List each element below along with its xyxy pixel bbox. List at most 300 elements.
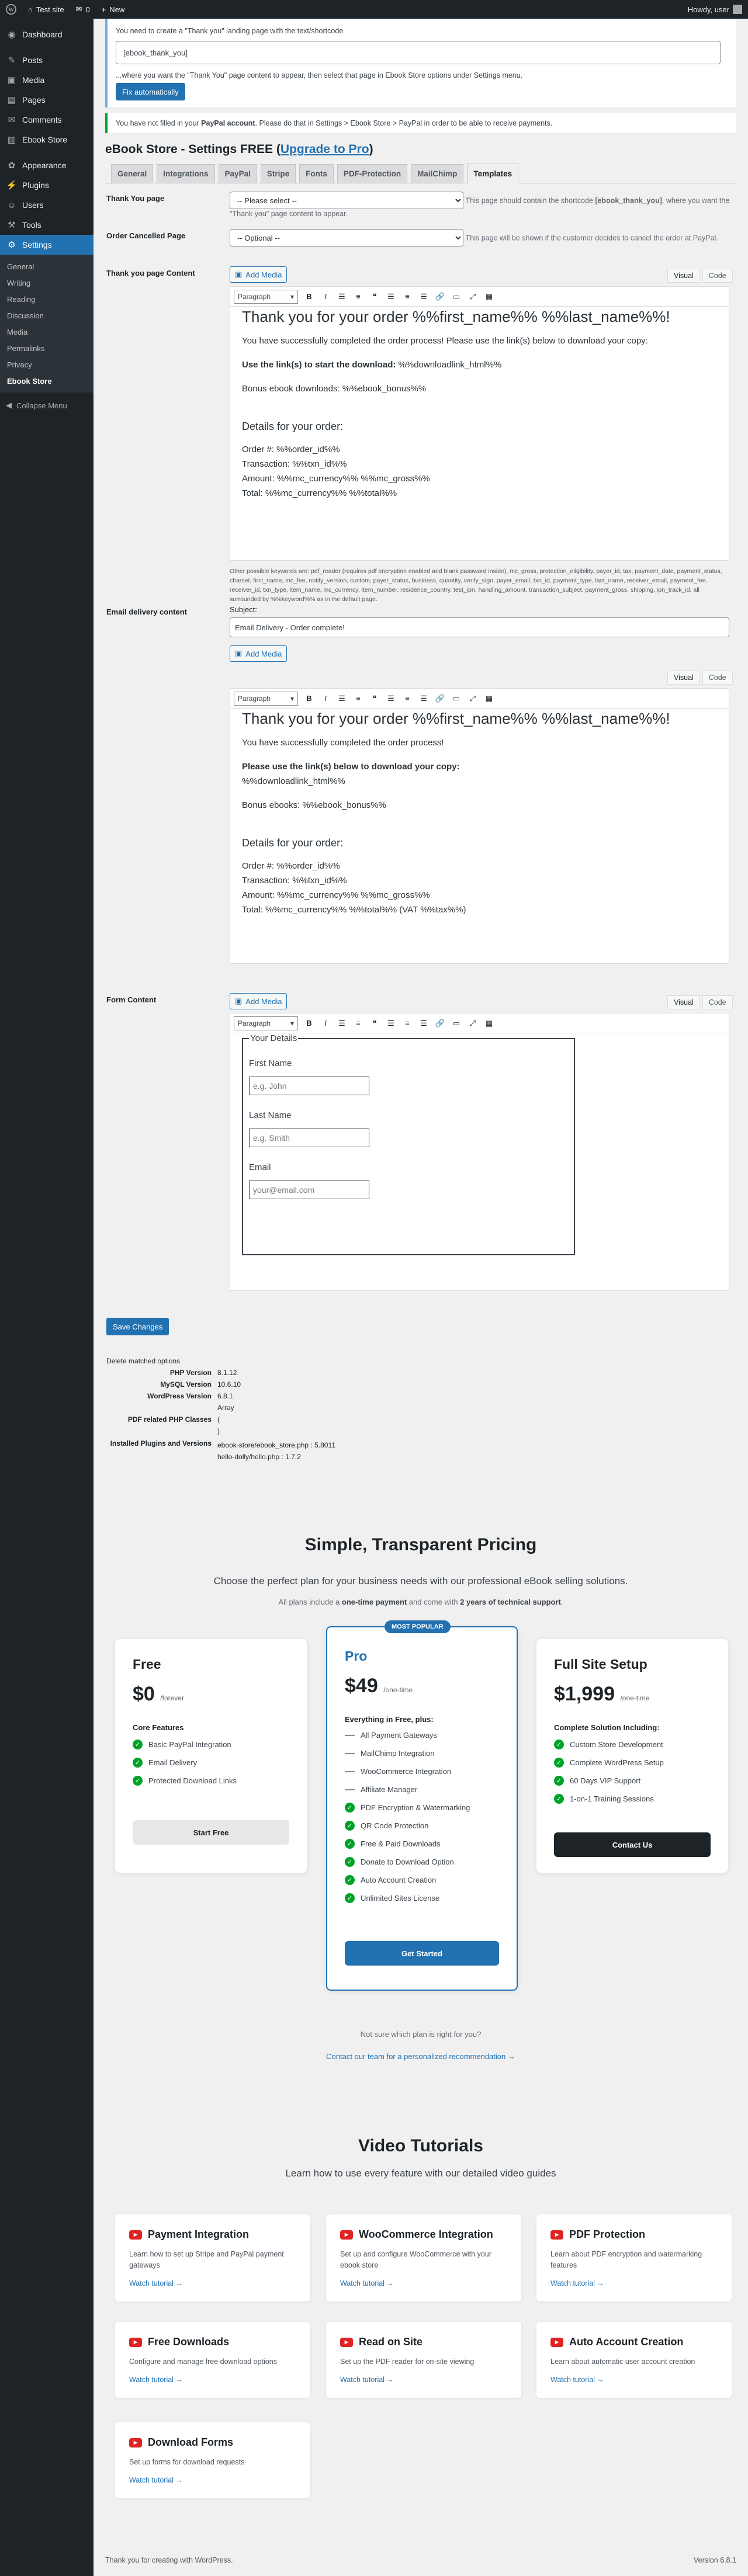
youtube-icon: ▶ bbox=[550, 2338, 563, 2347]
bold-icon[interactable]: B bbox=[306, 292, 312, 301]
order-detail-line: Order #: %%order_id%% bbox=[242, 445, 340, 454]
feature-label: Affiliate Manager bbox=[361, 1785, 418, 1794]
editor-toolbar bbox=[230, 287, 729, 307]
media-icon: ▣ bbox=[235, 649, 243, 658]
form-field-label: Email bbox=[249, 1162, 271, 1172]
order-detail-line: Amount: %%mc_currency%% %%mc_gross%% bbox=[242, 474, 430, 484]
align-right-icon[interactable]: ☰ bbox=[420, 693, 427, 703]
comment-count: 0 bbox=[85, 5, 90, 14]
videos-title: Video Tutorials bbox=[358, 2136, 483, 2155]
align-left-icon[interactable]: ☰ bbox=[387, 1018, 394, 1027]
feature-label: Free & Paid Downloads bbox=[361, 1839, 441, 1848]
submenu-item-general[interactable]: General bbox=[7, 262, 34, 271]
sidebar-item-label: Posts bbox=[22, 55, 43, 65]
keywords-info: Other possible keywords are: pdf_reader (requires pdf encryption enabled and blank password inside), mc_gross, protection_eligibility, payer_id, tax, payment_date, payment_status, charset, first_name, mc_fee, notify_version, custom, payer_status, business, quantity, verify_sign, payer_email, txn_id, payment_type, last_name, receiver_email, payment_fee, receiver_id, txn_type, item_name, mc_currency, item_number, residence_country, test_ipn, handling_amount, transaction_subject, payment_gross, shipping, ipn_track_id, all surrounded by %%keyword%% as in the default page. bbox=[230, 568, 722, 603]
align-left-icon[interactable]: ☰ bbox=[387, 291, 394, 301]
wordpress-logo-icon[interactable] bbox=[0, 0, 22, 19]
feature-label: Basic PayPal Integration bbox=[148, 1740, 231, 1749]
email-content-label: Email delivery content bbox=[106, 607, 187, 616]
form-content-editor[interactable] bbox=[230, 1013, 729, 1291]
italic-icon[interactable]: I bbox=[324, 1019, 327, 1027]
pdf-classes-label: PDF related PHP Classes bbox=[127, 1415, 212, 1424]
video-title: ▶ Download Forms bbox=[129, 2436, 296, 2449]
order-cancelled-select[interactable] bbox=[230, 229, 463, 247]
media-icon: ▣ bbox=[235, 997, 243, 1005]
check-icon: ✓ bbox=[133, 1776, 143, 1786]
link-icon[interactable]: 🔗 bbox=[435, 693, 445, 703]
thankyou-content-label: Thank you page Content bbox=[106, 269, 195, 277]
contact-team-link[interactable]: Contact our team for a personalized recommendation → bbox=[326, 2052, 515, 2061]
feature-item bbox=[345, 1780, 499, 1799]
fix-automatically-button[interactable]: Fix automatically bbox=[116, 83, 185, 100]
plugins-label: Installed Plugins and Versions bbox=[110, 1439, 212, 1447]
editor-mode-tabs bbox=[667, 269, 733, 283]
submenu-item-discussion[interactable]: Discussion bbox=[7, 311, 44, 320]
tab-fonts[interactable]: Fonts bbox=[299, 164, 334, 183]
plan-card-pro bbox=[326, 1623, 518, 1991]
footer-thanks: Thank you for creating with WordPress. bbox=[105, 2556, 233, 2564]
italic-icon[interactable]: I bbox=[324, 292, 327, 301]
check-icon: ✓ bbox=[345, 1821, 355, 1831]
youtube-icon: ▶ bbox=[340, 2338, 353, 2347]
details-fieldset bbox=[242, 1033, 575, 1255]
admin-bar bbox=[0, 0, 748, 19]
feature-item bbox=[345, 1744, 499, 1762]
submenu-item-ebook-store[interactable]: Ebook Store bbox=[7, 376, 52, 386]
form-field-input[interactable] bbox=[249, 1129, 369, 1147]
video-description: Learn about PDF encryption and watermarking features bbox=[550, 2250, 702, 2269]
video-title: ▶ Payment Integration bbox=[129, 2228, 296, 2241]
editor-toolbar bbox=[230, 1013, 729, 1033]
collapse-label: Collapse Menu bbox=[16, 401, 67, 410]
editor-paragraph: Use the link(s) to start the download: %%downloadlink_html%% bbox=[242, 360, 502, 370]
order-cancelled-desc: This page will be shown if the customer decides to cancel the order at PayPal. bbox=[465, 234, 718, 242]
format-select[interactable]: Paragraph ▾ bbox=[234, 1016, 298, 1030]
feature-label: Custom Store Development bbox=[570, 1740, 663, 1749]
video-card bbox=[115, 2422, 310, 2498]
align-center-icon[interactable]: ≡ bbox=[405, 1019, 410, 1027]
settings-icon: ⚙ bbox=[8, 240, 16, 250]
thankyou-page-desc: This page should contain the shortcode [ebook_thank_you], where you want the "Thank you" page content to appear. bbox=[230, 196, 730, 218]
add-media-button[interactable]: ▣ Add Media bbox=[230, 993, 287, 1009]
bold-icon[interactable]: B bbox=[306, 1019, 312, 1027]
feature-label: Auto Account Creation bbox=[361, 1876, 437, 1884]
paypal-notice bbox=[105, 113, 736, 133]
feature-item bbox=[345, 1817, 499, 1835]
site-name-link[interactable] bbox=[22, 0, 70, 19]
check-icon: ✓ bbox=[133, 1740, 143, 1749]
bullet-list-icon[interactable]: ☰ bbox=[338, 1018, 345, 1027]
editor-paragraph: You have successfully completed the order process! Please use the link(s) below to download your copy: bbox=[242, 336, 648, 346]
sidebar-item-media[interactable] bbox=[0, 70, 94, 90]
video-card bbox=[326, 2322, 521, 2398]
check-icon: ✓ bbox=[554, 1794, 564, 1804]
format-select[interactable]: Paragraph ▾ bbox=[234, 692, 298, 706]
visual-tab[interactable]: Visual bbox=[667, 671, 700, 685]
collapse-menu-button[interactable] bbox=[0, 393, 94, 418]
thankyou-page-select[interactable] bbox=[230, 192, 463, 209]
code-tab[interactable]: Code bbox=[702, 269, 733, 283]
more-icon[interactable]: ▭ bbox=[452, 291, 460, 301]
numbered-list-icon[interactable]: ≡ bbox=[356, 694, 361, 703]
tab-paypal[interactable]: PayPal bbox=[219, 164, 257, 183]
editor-paragraph: You have successfully completed the order process! bbox=[242, 738, 444, 748]
watch-tutorial-link[interactable]: Watch tutorial → bbox=[340, 2279, 394, 2287]
watch-tutorial-link[interactable]: Watch tutorial → bbox=[129, 2476, 183, 2484]
videos-subtitle: Learn how to use every feature with our detailed video guides bbox=[285, 2168, 556, 2179]
check-icon: ✓ bbox=[345, 1839, 355, 1849]
admin-sidebar bbox=[0, 19, 94, 2576]
more-icon[interactable]: ▭ bbox=[452, 693, 460, 703]
features-heading: Complete Solution Including: bbox=[554, 1723, 660, 1732]
editor-heading: Thank you for your order %%first_name%% %%last_name%%! bbox=[242, 710, 670, 727]
subject-input[interactable]: Email Delivery - Order complete! bbox=[230, 617, 729, 637]
site-name: Test site bbox=[36, 5, 64, 14]
order-detail-line: Total: %%mc_currency%% %%total%% (VAT %%tax%%) bbox=[242, 905, 466, 915]
video-description: Learn how to set up Stripe and PayPal payment gateways bbox=[129, 2250, 284, 2269]
feature-item bbox=[133, 1735, 289, 1754]
features-heading: Core Features bbox=[133, 1723, 184, 1732]
video-title: ▶ Auto Account Creation bbox=[550, 2336, 718, 2348]
submenu-item-media[interactable]: Media bbox=[7, 327, 28, 336]
notice-text-2: ...where you want the "Thank You" page content to appear, then select that page in Ebook Store options under Settings menu. bbox=[116, 71, 523, 79]
feature-item bbox=[345, 1871, 499, 1889]
tab-integrations[interactable]: Integrations bbox=[157, 164, 214, 183]
sidebar-item-label: Appearance bbox=[22, 161, 67, 170]
feature-item bbox=[554, 1735, 711, 1754]
paypal-notice-text: You have not filled in your PayPal account. Please do that in Settings > Ebook Store > PayPal in order to be able to receive payments. bbox=[116, 119, 553, 127]
feature-item bbox=[345, 1762, 499, 1780]
sidebar-item-ebook-store[interactable] bbox=[0, 130, 94, 150]
shortcode-field[interactable]: [ebook_thank_you] bbox=[116, 41, 721, 64]
visual-tab[interactable]: Visual bbox=[667, 269, 700, 283]
video-card bbox=[115, 2322, 310, 2398]
form-content-label: Form Content bbox=[106, 995, 157, 1004]
order-detail-line: Transaction: %%txn_id%% bbox=[242, 876, 347, 886]
bullet-list-icon[interactable]: ☰ bbox=[338, 693, 345, 703]
feature-item bbox=[345, 1889, 499, 1907]
feature-item bbox=[345, 1853, 499, 1871]
media-icon: ▣ bbox=[235, 270, 243, 279]
visual-tab[interactable]: Visual bbox=[667, 995, 700, 1009]
upgrade-link[interactable]: Upgrade to Pro bbox=[280, 143, 369, 156]
dash-icon bbox=[345, 1735, 355, 1736]
sidebar-item-label: Comments bbox=[22, 115, 62, 124]
bullet-list-icon[interactable]: ☰ bbox=[338, 291, 345, 301]
plan-price: $1,999 /one-time bbox=[554, 1683, 650, 1705]
feature-label: QR Code Protection bbox=[361, 1821, 429, 1830]
toolbar-toggle-icon[interactable]: ▦ bbox=[485, 693, 493, 703]
feature-label: Complete WordPress Setup bbox=[570, 1758, 664, 1767]
get-started-button[interactable]: Get Started bbox=[345, 1941, 499, 1966]
notice-text: You need to create a "Thank you" landing page with the text/shortcode bbox=[116, 27, 344, 35]
quote-icon[interactable]: ❝ bbox=[372, 693, 377, 703]
delete-options-link[interactable]: Delete matched options bbox=[106, 1357, 181, 1365]
add-media-button[interactable]: ▣ Add Media bbox=[230, 645, 287, 662]
sidebar-item-label: Ebook Store bbox=[22, 135, 68, 144]
feature-label: All Payment Gateways bbox=[361, 1731, 437, 1740]
admin-footer bbox=[105, 2556, 736, 2564]
feature-item bbox=[554, 1790, 711, 1808]
paren-open: ( bbox=[217, 1415, 220, 1424]
thankyou-page-label: Thank You page bbox=[106, 194, 165, 203]
video-title: ▶ WooCommerce Integration bbox=[340, 2228, 507, 2241]
brush-icon: ✿ bbox=[8, 161, 16, 171]
sidebar-item-label: Dashboard bbox=[22, 30, 63, 39]
avatar bbox=[733, 5, 742, 14]
form-field-label: Last Name bbox=[249, 1110, 292, 1120]
plan-price: $49 /one-time bbox=[345, 1675, 413, 1697]
video-card bbox=[536, 2322, 732, 2398]
fullscreen-icon[interactable]: ⤢ bbox=[469, 1018, 476, 1027]
watch-tutorial-link[interactable]: Watch tutorial → bbox=[340, 2376, 394, 2384]
start-free-button[interactable]: Start Free bbox=[133, 1820, 289, 1845]
feature-item bbox=[345, 1835, 499, 1853]
sidebar-item-pages[interactable] bbox=[0, 90, 94, 110]
feature-item bbox=[554, 1772, 711, 1790]
watch-tutorial-link[interactable]: Watch tutorial → bbox=[550, 2376, 604, 2384]
quote-icon[interactable]: ❝ bbox=[372, 1018, 377, 1027]
settings-tabs bbox=[105, 164, 736, 183]
editor-paragraph: Bonus ebook downloads: %%ebook_bonus%% bbox=[242, 384, 427, 394]
sysinfo-key: PHP Version bbox=[169, 1369, 212, 1377]
order-detail-line: Transaction: %%txn_id%% bbox=[242, 459, 347, 469]
youtube-icon: ▶ bbox=[129, 2338, 142, 2347]
tools-icon: ⚒ bbox=[8, 220, 16, 230]
save-changes-button[interactable]: Save Changes bbox=[106, 1318, 169, 1335]
video-title: ▶ Read on Site bbox=[340, 2336, 507, 2348]
video-title: ▶ Free Downloads bbox=[129, 2336, 296, 2348]
watch-tutorial-link[interactable]: Watch tutorial → bbox=[129, 2279, 183, 2287]
plugin-icon: ⚡ bbox=[6, 180, 18, 190]
editor-toolbar bbox=[230, 689, 729, 709]
order-detail-line: Amount: %%mc_currency%% %%mc_gross%% bbox=[242, 890, 430, 900]
dash-icon bbox=[345, 1753, 355, 1754]
align-right-icon[interactable]: ☰ bbox=[420, 291, 427, 301]
more-icon[interactable]: ▭ bbox=[452, 1018, 460, 1027]
align-left-icon[interactable]: ☰ bbox=[387, 693, 394, 703]
pricing-heading: Simple, Transparent Pricing bbox=[304, 1535, 537, 1554]
dash-icon bbox=[345, 1789, 355, 1790]
sidebar-item-settings[interactable] bbox=[0, 235, 94, 255]
sidebar-item-tools[interactable] bbox=[0, 215, 94, 235]
video-description: Set up and configure WooCommerce with your ebook store bbox=[340, 2250, 491, 2269]
editor-heading: Thank you for your order %%first_name%% %%last_name%%! bbox=[242, 308, 670, 325]
feature-label: WooCommerce Integration bbox=[361, 1767, 452, 1776]
check-icon: ✓ bbox=[554, 1758, 564, 1768]
tab-general[interactable]: General bbox=[111, 164, 153, 183]
order-detail-line: Total: %%mc_currency%% %%total%% bbox=[242, 488, 397, 498]
new-content-link[interactable] bbox=[96, 0, 131, 19]
numbered-list-icon[interactable]: ≡ bbox=[356, 1019, 361, 1027]
sysinfo-value: 6.8.1 bbox=[217, 1392, 233, 1400]
page-title: eBook Store - Settings FREE (Upgrade to Pro) bbox=[105, 143, 373, 156]
order-detail-line: Order #: %%order_id%% bbox=[242, 861, 340, 871]
feature-item bbox=[133, 1772, 289, 1790]
feature-label: Email Delivery bbox=[148, 1758, 198, 1767]
editor-subheading: Details for your order: bbox=[242, 837, 344, 849]
check-icon: ✓ bbox=[345, 1875, 355, 1885]
youtube-icon: ▶ bbox=[550, 2230, 563, 2240]
tab-stripe[interactable]: Stripe bbox=[261, 164, 296, 183]
feature-item bbox=[345, 1799, 499, 1817]
feature-label: Unlimited Sites License bbox=[361, 1894, 440, 1903]
feature-item bbox=[133, 1754, 289, 1772]
sidebar-item-label: Pages bbox=[22, 95, 46, 105]
code-tab[interactable]: Code bbox=[702, 671, 733, 685]
sysinfo-key: WordPress Version bbox=[147, 1392, 212, 1400]
comment-icon: ✉ bbox=[8, 115, 16, 125]
submenu-item-permalinks[interactable]: Permalinks bbox=[7, 343, 45, 353]
sidebar-item-label: Media bbox=[22, 75, 45, 85]
tab-mailchimp[interactable]: MailChimp bbox=[411, 164, 463, 183]
plan-price: $0 /forever bbox=[133, 1683, 184, 1705]
watch-tutorial-link[interactable]: Watch tutorial → bbox=[129, 2376, 183, 2384]
submenu-item-writing[interactable]: Writing bbox=[7, 278, 31, 287]
feature-label: Protected Download Links bbox=[148, 1776, 237, 1785]
align-right-icon[interactable]: ☰ bbox=[420, 1018, 427, 1027]
dashboard-icon: ◉ bbox=[8, 30, 16, 40]
align-center-icon[interactable]: ≡ bbox=[405, 292, 410, 301]
settings-submenu bbox=[0, 255, 94, 393]
dash-icon bbox=[345, 1771, 355, 1772]
form-field-input[interactable] bbox=[249, 1077, 369, 1095]
bold-icon[interactable]: B bbox=[306, 694, 312, 703]
sysinfo-value: 10.6.10 bbox=[217, 1380, 241, 1388]
sidebar-item-label: Users bbox=[22, 200, 44, 210]
feature-item bbox=[345, 1726, 499, 1744]
sidebar-item-comments[interactable] bbox=[0, 110, 94, 130]
feature-label: 1-on-1 Training Sessions bbox=[570, 1794, 654, 1803]
pricing-note: All plans include a one-time payment and come with 2 years of technical support. bbox=[278, 1598, 563, 1606]
check-icon: ✓ bbox=[345, 1803, 355, 1813]
code-tab[interactable]: Code bbox=[702, 995, 733, 1009]
book-icon: ▥ bbox=[7, 135, 16, 145]
unsure-text: Not sure which plan is right for you? bbox=[360, 2030, 482, 2039]
numbered-list-icon[interactable]: ≡ bbox=[356, 292, 361, 301]
sidebar-item-posts[interactable] bbox=[0, 50, 94, 70]
video-card bbox=[115, 2214, 310, 2301]
add-media-button[interactable]: ▣ Add Media bbox=[230, 266, 287, 283]
thankyou-notice bbox=[105, 19, 736, 107]
new-label: New bbox=[109, 5, 125, 14]
pages-icon: ▤ bbox=[7, 95, 16, 105]
settings-form bbox=[105, 183, 736, 1461]
editor-paragraph: Please use the link(s) below to download your copy: %%downloadlink_html%% bbox=[242, 762, 460, 786]
howdy-text: Howdy, user bbox=[687, 5, 729, 14]
subject-label: Subject: bbox=[230, 605, 257, 614]
plugin-entry: hello-dolly/hello.php : 1.7.2 bbox=[217, 1453, 301, 1461]
youtube-icon: ▶ bbox=[129, 2230, 142, 2240]
sidebar-item-appearance[interactable] bbox=[0, 155, 94, 175]
quote-icon[interactable]: ❝ bbox=[372, 291, 377, 301]
feature-item bbox=[554, 1754, 711, 1772]
thankyou-content-editor[interactable] bbox=[230, 286, 729, 561]
editor-mode-tabs bbox=[667, 671, 733, 685]
watch-tutorial-link[interactable]: Watch tutorial → bbox=[550, 2279, 604, 2287]
video-description: Learn about automatic user account creation bbox=[550, 2358, 695, 2366]
feature-label: MailChimp Integration bbox=[361, 1749, 435, 1758]
submenu-item-privacy[interactable]: Privacy bbox=[7, 360, 32, 369]
pricing-subtitle: Choose the perfect plan for your business needs with our professional eBook selling solutions. bbox=[213, 1575, 628, 1586]
comment-icon: ✉ bbox=[75, 5, 82, 13]
editor-mode-tabs bbox=[667, 995, 733, 1009]
tab-templates[interactable]: Templates bbox=[467, 164, 518, 183]
fullscreen-icon[interactable]: ⤢ bbox=[469, 693, 476, 703]
plan-name: Pro bbox=[345, 1648, 368, 1664]
video-description: Configure and manage free download options bbox=[129, 2358, 277, 2366]
users-icon: ☺ bbox=[7, 200, 16, 210]
plan-card-free bbox=[115, 1639, 307, 1873]
plan-name: Full Site Setup bbox=[554, 1657, 647, 1672]
account-link[interactable] bbox=[682, 0, 748, 19]
plugin-entry: ebook-store/ebook_store.php : 5.8011 bbox=[217, 1441, 335, 1449]
pin-icon: ✎ bbox=[8, 55, 16, 65]
toolbar-toggle-icon[interactable]: ▦ bbox=[485, 291, 493, 301]
svg-text:W: W bbox=[8, 6, 14, 13]
array-text: Array bbox=[217, 1404, 234, 1412]
sidebar-item-label: Tools bbox=[22, 220, 41, 230]
features-heading: Everything in Free, plus: bbox=[345, 1715, 434, 1724]
tab-pdf-protection[interactable]: PDF-Protection bbox=[337, 164, 407, 183]
toolbar-toggle-icon[interactable]: ▦ bbox=[485, 1018, 493, 1027]
check-icon: ✓ bbox=[133, 1758, 143, 1768]
sysinfo-value: 8.1.12 bbox=[217, 1369, 237, 1377]
contact-us-button[interactable]: Contact Us bbox=[554, 1832, 711, 1857]
most-popular-badge: MOST POPULAR bbox=[385, 1620, 451, 1633]
link-icon[interactable]: 🔗 bbox=[435, 291, 445, 301]
check-icon: ✓ bbox=[345, 1893, 355, 1903]
video-card bbox=[326, 2214, 521, 2301]
sidebar-item-dashboard[interactable] bbox=[0, 25, 94, 44]
sysinfo-key: MySQL Version bbox=[160, 1380, 212, 1388]
sidebar-item-plugins[interactable] bbox=[0, 175, 94, 195]
youtube-icon: ▶ bbox=[340, 2230, 353, 2240]
paren-close: ) bbox=[217, 1427, 220, 1435]
video-description: Set up the PDF reader for on-site viewing bbox=[340, 2358, 475, 2366]
form-field-input[interactable] bbox=[249, 1181, 369, 1199]
home-icon: ⌂ bbox=[28, 5, 33, 14]
collapse-icon: ◀ bbox=[6, 401, 12, 409]
plan-name: Free bbox=[133, 1657, 161, 1672]
plan-card-full bbox=[536, 1639, 728, 1873]
footer-version: Version 6.8.1 bbox=[694, 2556, 736, 2564]
link-icon[interactable]: 🔗 bbox=[435, 1018, 445, 1027]
fieldset-legend: Your Details bbox=[250, 1033, 297, 1043]
check-icon: ✓ bbox=[554, 1740, 564, 1749]
video-title: ▶ PDF Protection bbox=[550, 2228, 718, 2241]
align-center-icon[interactable]: ≡ bbox=[405, 694, 410, 703]
editor-subheading: Details for your order: bbox=[242, 421, 344, 432]
sidebar-item-label: Plugins bbox=[22, 180, 49, 190]
editor-paragraph: Bonus ebooks: %%ebook_bonus%% bbox=[242, 800, 386, 810]
email-content-editor[interactable] bbox=[230, 688, 729, 964]
comments-link[interactable] bbox=[70, 0, 96, 19]
check-icon: ✓ bbox=[554, 1776, 564, 1786]
feature-label: Donate to Download Option bbox=[361, 1858, 454, 1866]
video-description: Set up forms for download requests bbox=[129, 2458, 245, 2466]
italic-icon[interactable]: I bbox=[324, 694, 327, 703]
feature-label: PDF Encryption & Watermarking bbox=[361, 1803, 470, 1812]
sidebar-item-label: Settings bbox=[22, 240, 52, 249]
submenu-item-reading[interactable]: Reading bbox=[7, 294, 36, 304]
fullscreen-icon[interactable]: ⤢ bbox=[469, 291, 476, 301]
format-select[interactable]: Paragraph ▾ bbox=[234, 290, 298, 304]
youtube-icon: ▶ bbox=[129, 2438, 142, 2447]
check-icon: ✓ bbox=[345, 1857, 355, 1867]
sidebar-item-users[interactable] bbox=[0, 195, 94, 215]
form-field-label: First Name bbox=[249, 1058, 292, 1068]
